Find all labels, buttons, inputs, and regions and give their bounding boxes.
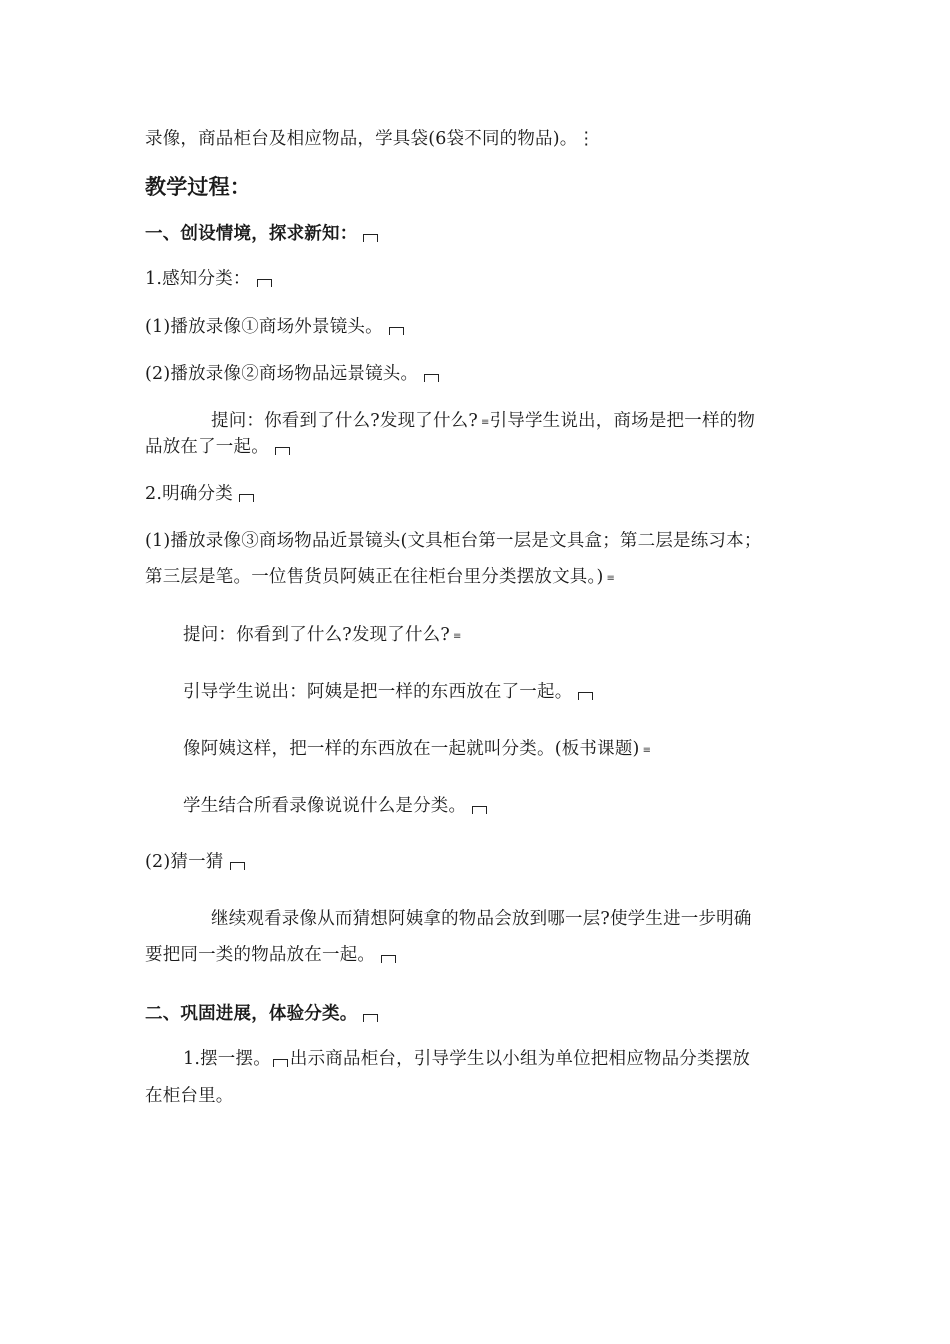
paragraph-mark-icon [363, 234, 378, 242]
text: 学生结合所看录像说说什么是分类。 [183, 796, 467, 816]
question-line-1 [211, 410, 755, 434]
text: 提问：你看到了什么?发现了什么? [211, 411, 478, 431]
item-1-2 [145, 363, 439, 385]
text: (1)播放录像③商场物品近景镜头(文具柜台第一层是文具盒；第二层是练习本； [145, 531, 762, 551]
paragraph-mark-icon [230, 862, 245, 870]
text: (1)播放录像①商场外景镜头。 [145, 317, 383, 337]
paragraph-mark-icon [273, 1059, 288, 1067]
paragraph-mark-icon [424, 374, 439, 382]
text: 引导学生说出，商场是把一样的物 [489, 411, 756, 431]
text: 教学过程： [145, 175, 251, 199]
paragraph-mark-icon [239, 494, 254, 502]
text: 引导学生说出：阿姨是把一样的东西放在了一起。 [183, 682, 573, 702]
question-line-2 [183, 624, 462, 648]
text: 出示商品柜台，引导学生以小组为单位把相应物品分类摆放 [289, 1049, 751, 1069]
text: 1.摆一摆。 [183, 1049, 271, 1069]
paragraph-mark-icon [381, 955, 396, 963]
text: 录像，商品柜台及相应物品，学具袋(6袋不同的物品)。⋮ [145, 129, 596, 149]
guess-line-2 [145, 944, 396, 966]
line-break-mark-icon: ≡ [606, 573, 616, 584]
item-2-2-heading [145, 851, 245, 873]
paragraph-mark-icon [472, 806, 487, 814]
text: 一、创设情境，探求新知： [145, 224, 358, 244]
line-break-mark-icon: ≡ [480, 417, 490, 428]
student-explain-line [183, 795, 487, 817]
item-2-1-line-2 [145, 566, 615, 590]
text: 要把同一类的物品放在一起。 [145, 945, 376, 965]
text: (2)猜一猜 [145, 852, 224, 872]
question-line-1-cont [145, 436, 290, 458]
text: 品放在了一起。 [145, 437, 269, 457]
text: 在柜台里。 [145, 1086, 234, 1106]
item-1-heading [145, 268, 272, 290]
activity-line-1 [183, 1048, 750, 1070]
line-break-mark-icon: ≡ [642, 745, 652, 756]
paragraph-mark-icon [275, 447, 290, 455]
definition-line [183, 738, 651, 762]
text: (2)播放录像②商场物品远景镜头。 [145, 364, 419, 384]
activity-line-2 [145, 1085, 234, 1107]
text: 像阿姨这样，把一样的东西放在一起就叫分类。(板书课题) [183, 739, 640, 759]
text: 1.感知分类： [145, 269, 251, 289]
subheading-part-one [145, 223, 378, 245]
item-1-1 [145, 316, 404, 338]
text: 第三层是笔。一位售货员阿姨正在往柜台里分类摆放文具。) [145, 567, 604, 587]
materials-line [145, 128, 595, 150]
section-heading-teaching-process [145, 176, 251, 198]
item-2-1-line-1 [145, 530, 762, 552]
guess-line-1 [211, 908, 752, 930]
paragraph-mark-icon [363, 1014, 378, 1022]
text: 继续观看录像从而猜想阿姨拿的物品会放到哪一层?使学生进一步明确 [211, 909, 752, 929]
text: 二、巩固进展，体验分类。 [145, 1004, 358, 1024]
line-break-mark-icon: ≡ [452, 631, 462, 642]
item-2-heading [145, 483, 254, 505]
paragraph-mark-icon [578, 692, 593, 700]
paragraph-mark-icon [257, 279, 272, 287]
text: 提问：你看到了什么?发现了什么? [183, 625, 450, 645]
subheading-part-two [145, 1003, 378, 1025]
paragraph-mark-icon [389, 327, 404, 335]
guide-line [183, 681, 593, 703]
text: 2.明确分类 [145, 484, 233, 504]
